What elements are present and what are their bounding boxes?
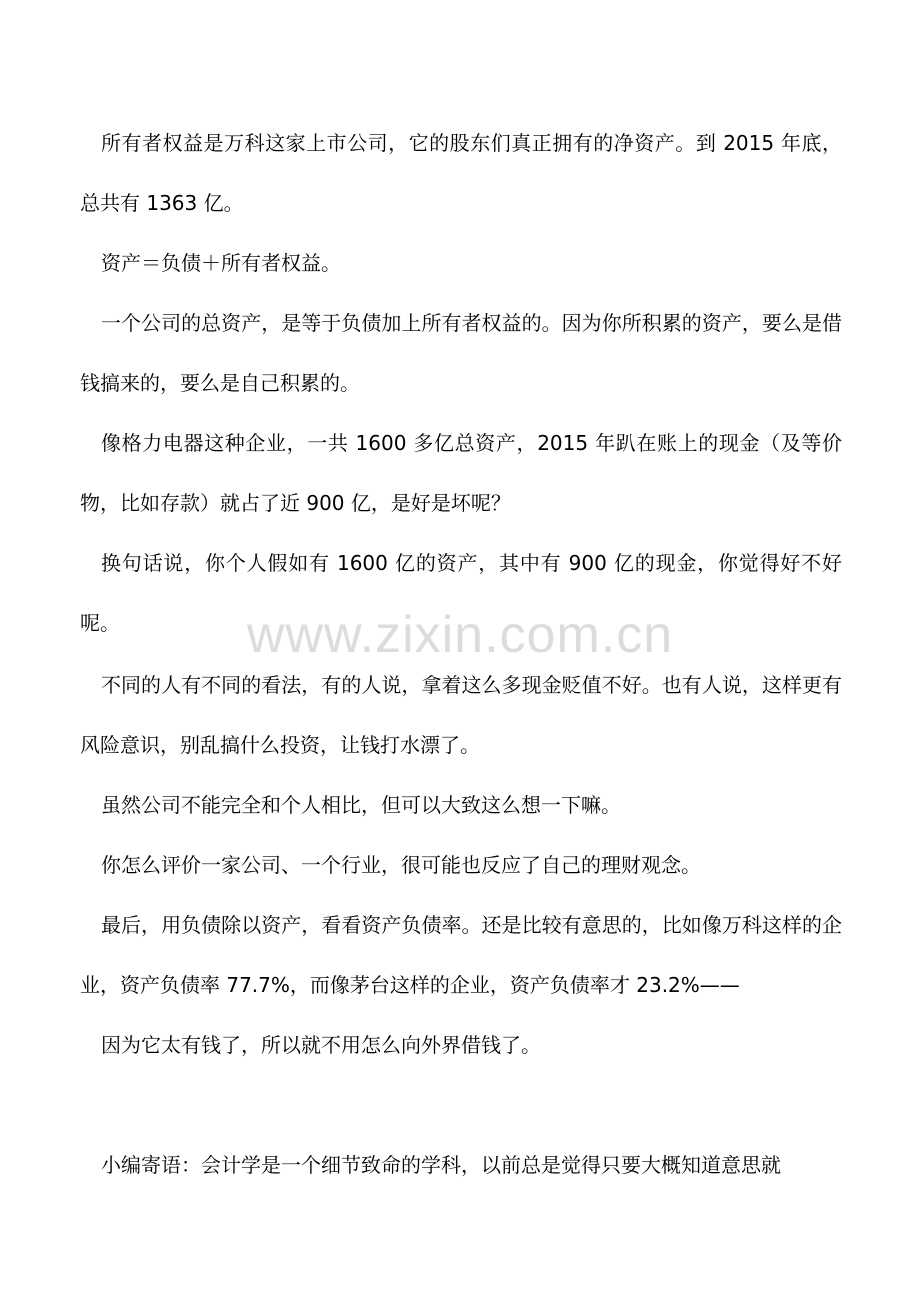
paragraph-editor-note: 小编寄语：会计学是一个细节致命的学科，以前总是觉得只要大概知道意思就: [101, 1153, 781, 1177]
paragraph-maotai-rich: 因为它太有钱了，所以就不用怎么向外界借钱了。: [101, 1033, 541, 1057]
paragraph-personal-analogy: 换句话说，你个人假如有 1600 亿的资产，其中有 900 亿的现金，你觉得好不好呢。: [80, 551, 842, 635]
paragraph-debt-ratio: 最后，用负债除以资产，看看资产负债率。还是比较有意思的，比如像万科这样的企业，资产负债率 77.7%，而像茅台这样的企业，资产负债率才 23.2%——: [80, 913, 842, 997]
paragraph-investment-view: 你怎么评价一家公司、一个行业，很可能也反应了自己的理财观念。: [101, 853, 701, 877]
paragraph-gree-cash: 像格力电器这种企业，一共 1600 多亿总资产，2015 年趴在账上的现金（及等价物，比如存款）就占了近 900 亿，是好是坏呢？: [80, 431, 842, 515]
paragraph-total-assets: 一个公司的总资产，是等于负债加上所有者权益的。因为你所积累的资产，要么是借钱搞来的，要么是自己积累的。: [80, 311, 842, 395]
watermark: www.zixin.com.cn: [246, 606, 674, 664]
paragraph-different-views: 不同的人有不同的看法，有的人说，拿着这么多现金贬值不好。也有人说，这样更有风险意识，别乱搞什么投资，让钱打水漂了。: [80, 673, 842, 757]
paragraph-company-vs-person: 虽然公司不能完全和个人相比，但可以大致这么想一下嘛。: [101, 793, 621, 817]
paragraph-accounting-equation: 资产＝负债＋所有者权益。: [101, 251, 341, 275]
paragraph-owner-equity: 所有者权益是万科这家上市公司，它的股东们真正拥有的净资产。到 2015 年底，总共有 1363 亿。: [80, 131, 842, 215]
